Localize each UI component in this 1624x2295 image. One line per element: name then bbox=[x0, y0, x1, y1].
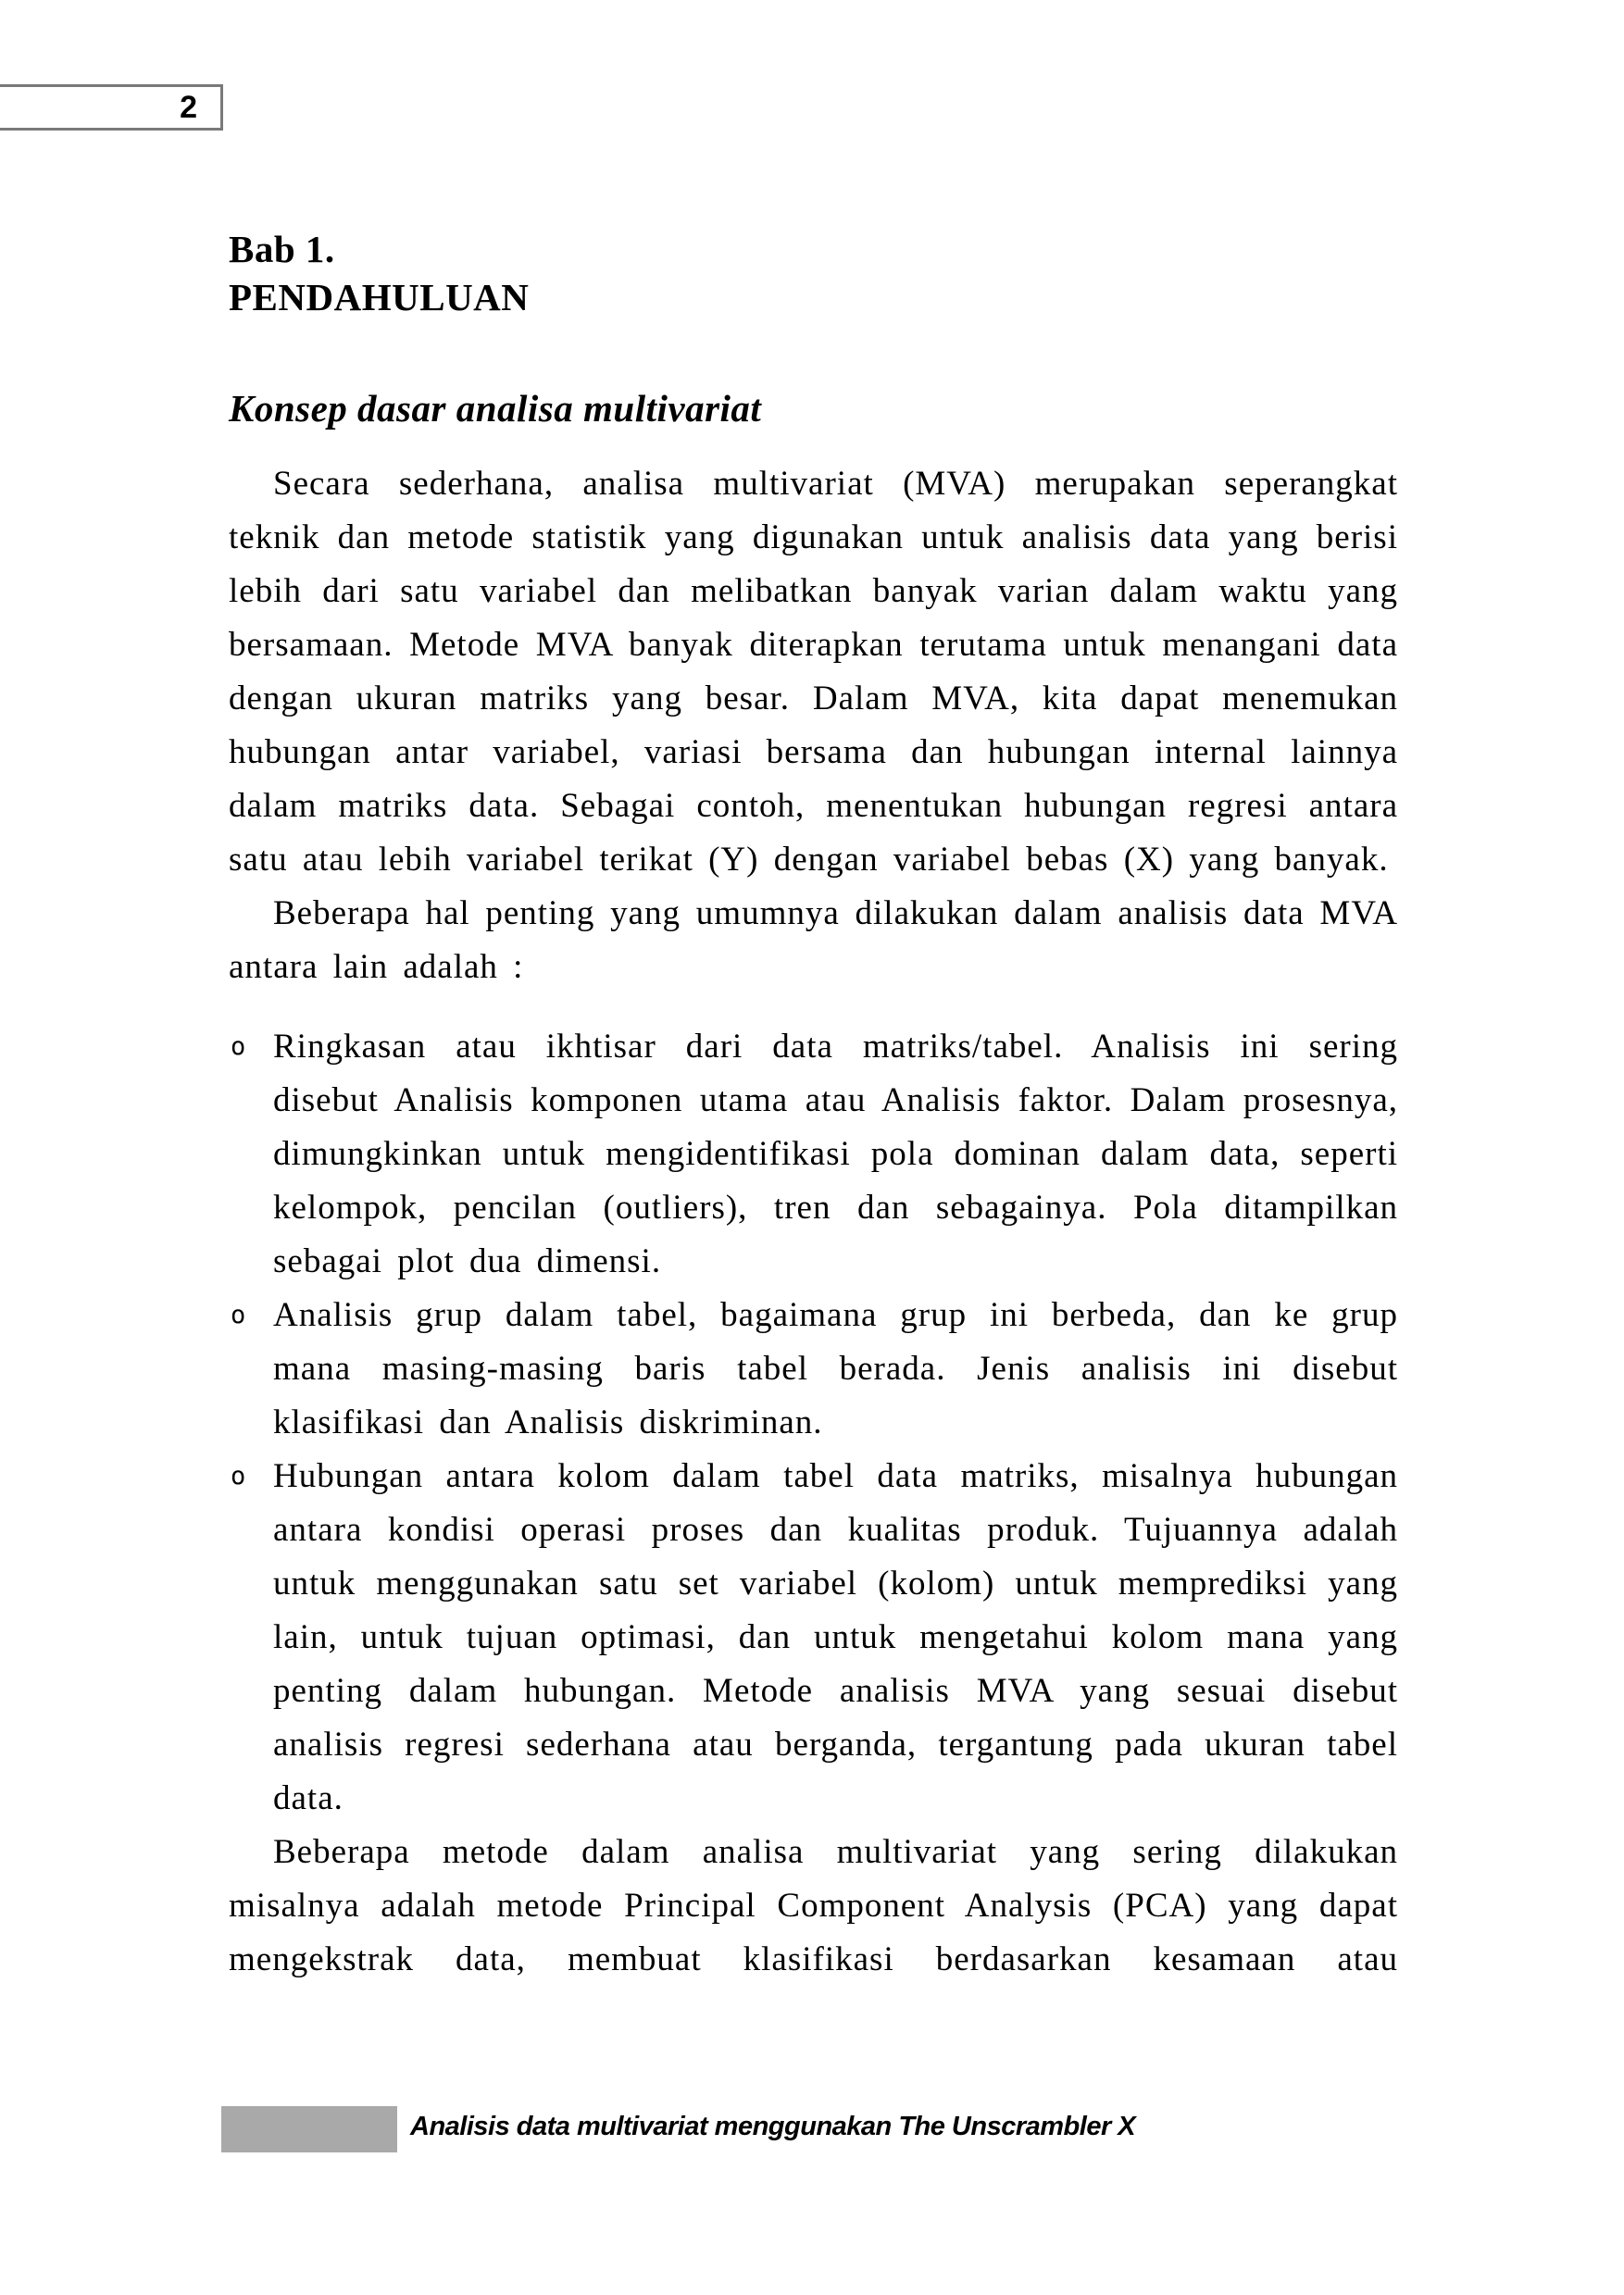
page-content bbox=[229, 225, 1398, 1987]
bullet-text: Hubungan antara kolom dalam tabel data matriks, misalnya hubungan antara kondisi operasi proses dan kualitas produk. Tujuannya adalah untuk menggunakan satu set variabel (kolom) untuk memprediksi yang lain, untuk tujuan optimasi, dan untuk mengetahui kolom mana yang penting dalam hubungan. Metode analisis MVA yang sesuai disebut analisis regresi sederhana atau berganda, tergantung pada ukuran tabel data. bbox=[273, 1457, 1398, 1817]
footer-gray-block bbox=[221, 2106, 397, 2152]
page-number: 2 bbox=[180, 90, 197, 125]
bullet-text: Ringkasan atau ikhtisar dari data matriks/tabel. Analisis ini sering disebut Analisis komponen utama atau Analisis faktor. Dalam prosesnya, dimungkinkan untuk mengidentifikasi pola dominan dalam data, seperti kelompok, pencilan (outliers), tren dan sebagainya. Pola ditampilkan sebagai plot dua dimensi. bbox=[273, 1028, 1398, 1280]
bullet-marker: o bbox=[231, 1032, 246, 1061]
body-text bbox=[229, 457, 1398, 1987]
bullet-item-groups bbox=[229, 1289, 1398, 1450]
chapter-heading bbox=[229, 225, 1398, 321]
bullet-marker: o bbox=[231, 1301, 246, 1329]
bullet-list bbox=[229, 1020, 1398, 1826]
bullet-marker: o bbox=[231, 1462, 246, 1491]
chapter-title: PENDAHULUAN bbox=[229, 276, 530, 318]
section-heading: Konsep dasar analisa multivariat bbox=[229, 387, 762, 430]
page-number-box bbox=[0, 84, 223, 131]
paragraph-lead-in: Beberapa hal penting yang umumnya dilakukan dalam analisis data MVA antara lain adalah : bbox=[229, 894, 1398, 986]
bullet-item-columns bbox=[229, 1450, 1398, 1826]
paragraph-intro: Secara sederhana, analisa multivariat (MVA) merupakan seperangkat teknik dan metode statistik yang digunakan untuk analisis data yang berisi lebih dari satu variabel dan melibatkan banyak varian dalam waktu yang bersamaan. Metode MVA banyak diterapkan terutama untuk menangani data dengan ukuran matriks yang besar. Dalam MVA, kita dapat menemukan hubungan antar variabel, variasi bersama dan hubungan internal lainnya dalam matriks data. Sebagai contoh, menentukan hubungan regresi antara satu atau lebih variabel terikat (Y) dengan variabel bebas (X) yang banyak. bbox=[229, 465, 1398, 879]
bullet-text: Analisis grup dalam tabel, bagaimana grup ini berbeda, dan ke grup mana masing-masing baris tabel berada. Jenis analisis ini disebut klasifikasi dan Analisis diskriminan. bbox=[273, 1296, 1398, 1441]
paragraph-methods: Beberapa metode dalam analisa multivariat yang sering dilakukan misalnya adalah metode Principal Component Analysis (PCA) yang dapat mengekstrak data, membuat klasifikasi berdasarkan kesamaan atau bbox=[229, 1833, 1398, 1978]
footer-running-title: Analisis data multivariat menggunakan The Unscrambler X bbox=[410, 2112, 1136, 2141]
bullet-item-summary bbox=[229, 1020, 1398, 1289]
chapter-label: Bab 1. bbox=[229, 228, 335, 270]
